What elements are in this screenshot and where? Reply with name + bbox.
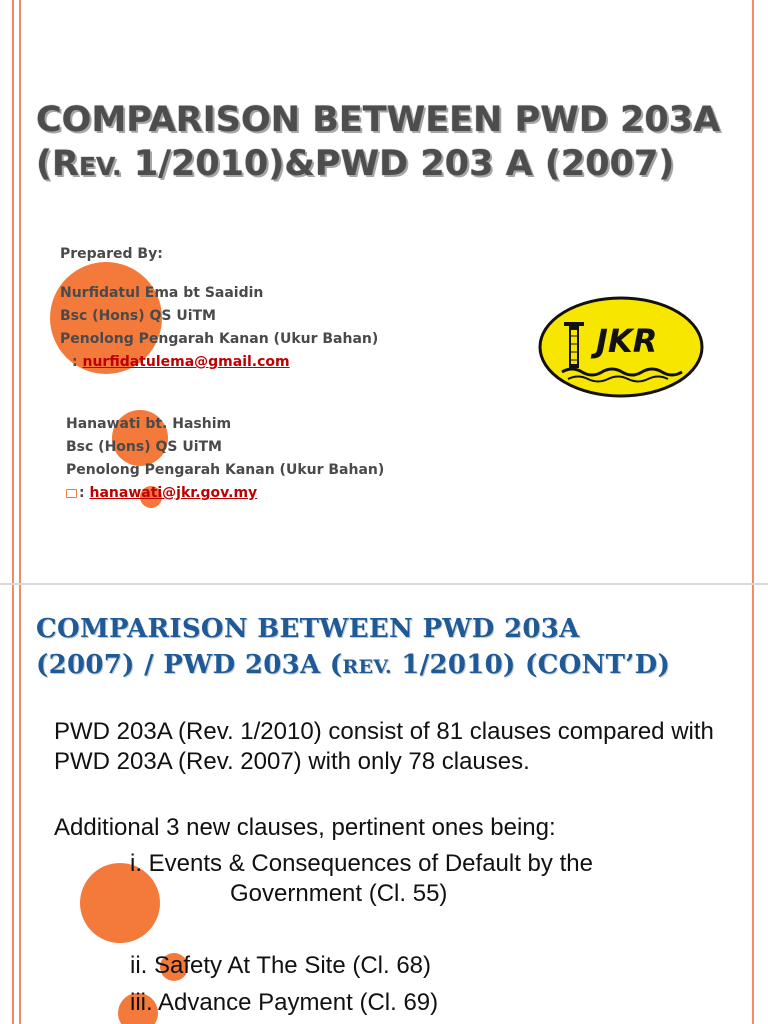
decorative-line-left-1 (12, 585, 14, 1024)
paragraph-clause-count: PWD 203A (Rev. 1/2010) consist of 81 clauses compared with PWD 203A (Rev. 2007) with only 78 clauses. (54, 718, 714, 775)
slide-2 (0, 585, 768, 1024)
author-2-degree: Bsc (Hons) QS UiTM (66, 439, 222, 455)
slide-2-title (36, 611, 756, 685)
slide-2-title-line-2: (2007) / PWD 203A (REV. 1/2010) (CONT’D) (36, 650, 671, 680)
author-2-email-prefix: : (79, 485, 90, 501)
author-1-name: Nurfidatul Ema bt Saaidin (60, 285, 264, 301)
list-item-1-line-2: Government (Cl. 55) (230, 880, 448, 907)
author-2-email-row (66, 482, 384, 505)
author-1-email-link[interactable]: nurfidatulema@gmail.com (82, 354, 290, 370)
author-1-degree: Bsc (Hons) QS UiTM (60, 308, 216, 324)
author-2-name: Hanawati bt. Hashim (66, 416, 232, 432)
author-1-position: Penolong Pengarah Kanan (Ukur Bahan) (60, 331, 379, 347)
paragraph-additional-clauses: Additional 3 new clauses, pertinent ones being: (54, 814, 556, 841)
author-2-block (66, 413, 384, 505)
list-item-3: iii. Advance Payment (Cl. 69) (130, 989, 439, 1016)
slide-2-title-line-1: COMPARISON BETWEEN PWD 203A (36, 614, 580, 644)
decorative-line-left-2 (19, 585, 21, 1024)
slide-1-title: COMPARISON BETWEEN PWD 203A (REV. 1/2010)&PWD 203 A (2007) (36, 100, 721, 184)
decorative-line-left-2 (19, 0, 21, 584)
decorative-line-left-1 (12, 0, 14, 584)
author-2-position: Penolong Pengarah Kanan (Ukur Bahan) (66, 462, 385, 478)
list-item-1-line-1: i. Events & Consequences of Default by the (130, 850, 593, 877)
prepared-by-label: Prepared By: (60, 246, 163, 262)
jkr-logo-text: JKR (596, 322, 658, 360)
jkr-logo (538, 296, 704, 398)
author-1-email-prefix: : (72, 354, 83, 370)
author-1-email-row (60, 351, 378, 374)
decorative-line-right (752, 0, 754, 584)
author-2-email-link[interactable]: hanawati@jkr.gov.my (89, 485, 258, 501)
email-icon (66, 489, 77, 498)
author-1-block (60, 282, 378, 374)
list-item-2: ii. Safety At The Site (Cl. 68) (130, 952, 432, 979)
